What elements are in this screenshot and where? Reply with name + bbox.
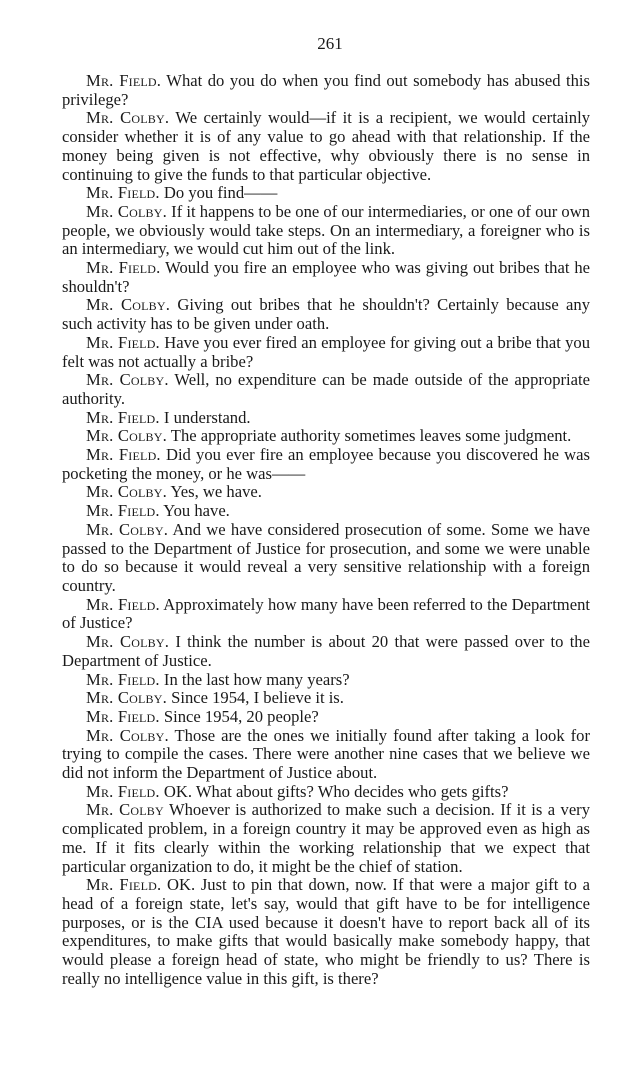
transcript-paragraph bbox=[62, 671, 590, 690]
paragraph-text: OK. What about gifts? Who decides who gets gifts? bbox=[159, 781, 509, 801]
speaker-label: Mr. Colby. bbox=[86, 370, 169, 390]
paragraph-text: Whoever is authorized to make such a decision. If it is a very complicated problem, in a foreign country it may be approved even as high as me. If it fits clearly within the working relationship that we expect that particular organization to do, it might be the chief of station. bbox=[62, 800, 591, 876]
paragraph-text: Well, no expenditure can be made outside of the appropriate authority. bbox=[62, 370, 590, 408]
transcript-paragraph bbox=[62, 334, 590, 371]
transcript-paragraph bbox=[62, 72, 590, 109]
transcript-paragraph bbox=[62, 801, 590, 876]
paragraph-text: Would you fire an employee who was giving out bribes that he shouldn't? bbox=[62, 258, 590, 296]
speaker-label: Mr. Field. bbox=[86, 501, 160, 521]
paragraph-text: The appropriate authority sometimes leaves some judgment. bbox=[166, 426, 572, 446]
paragraph-text: Yes, we have. bbox=[166, 482, 262, 502]
paragraph-text: Those are the ones we initially found after taking a look for trying to compile the cases. There were another nine cases that we believe we did not inform the Department of Justice about. bbox=[62, 725, 590, 783]
paragraph-text: In the last how many years? bbox=[159, 669, 350, 689]
speaker-label: Mr. Colby. bbox=[86, 632, 170, 652]
transcript-paragraph bbox=[62, 727, 590, 783]
transcript-paragraph bbox=[62, 689, 590, 708]
speaker-label: Mr. Field. bbox=[86, 669, 160, 689]
speaker-label: Mr. Field. bbox=[86, 183, 160, 203]
transcript-paragraph bbox=[62, 483, 590, 502]
transcript-paragraph bbox=[62, 783, 590, 802]
speaker-label: Mr. Colby. bbox=[86, 482, 167, 502]
transcript-paragraph bbox=[62, 203, 590, 259]
speaker-label: Mr. Field. bbox=[86, 71, 162, 90]
transcript-paragraph bbox=[62, 708, 590, 727]
speaker-label: Mr. Field. bbox=[86, 445, 161, 465]
transcript-paragraph bbox=[62, 296, 590, 333]
transcript-paragraph bbox=[62, 446, 590, 483]
speaker-label: Mr. Field. bbox=[86, 875, 162, 895]
paragraph-text: What do you do when you find out somebody has abused this privilege? bbox=[62, 71, 590, 109]
speaker-label: Mr. Field. bbox=[86, 332, 160, 352]
paragraph-text: Have you ever fired an employee for giving out a bribe that you felt was not actually a bribe? bbox=[62, 332, 590, 371]
paragraph-text: Since 1954, 20 people? bbox=[159, 706, 319, 726]
speaker-label: Mr. Field. bbox=[86, 781, 160, 801]
paragraph-text: I understand. bbox=[159, 407, 251, 427]
paragraph-text: Did you ever fire an employee because you discovered he was pocketing the money, or he was—— bbox=[62, 445, 590, 483]
transcript-paragraph bbox=[62, 184, 590, 203]
speaker-label: Mr. Field. bbox=[86, 407, 160, 427]
transcript-paragraph bbox=[62, 502, 590, 521]
transcript-paragraph bbox=[62, 409, 590, 428]
speaker-label: Mr. Colby bbox=[86, 800, 164, 820]
paragraph-text: Approximately how many have been referred to the Department of Justice? bbox=[62, 594, 590, 633]
speaker-label: Mr. Colby. bbox=[86, 688, 167, 708]
speaker-label: Mr. Colby. bbox=[86, 201, 167, 221]
transcript-paragraph bbox=[62, 876, 590, 988]
transcript-paragraph bbox=[62, 109, 590, 184]
speaker-label: Mr. Colby. bbox=[86, 108, 170, 128]
paragraph-text: Since 1954, I believe it is. bbox=[166, 688, 344, 708]
transcript-paragraph bbox=[62, 521, 590, 596]
paragraph-text: Do you find—— bbox=[159, 183, 278, 203]
speaker-label: Mr. Field. bbox=[86, 594, 160, 614]
speaker-label: Mr. Field. bbox=[86, 706, 160, 726]
paragraph-text: OK. Just to pin that down, now. If that were a major gift to a head of a foreign state, let's say, would that gift have to be for intelligence purposes, or is the CIA used because it doesn't have to report back all of its expenditures, to make gifts that would basically make somebody happy, that would please a foreign head of state, who might be friendly to us? There is really no intelligence value in this gift, is there? bbox=[62, 875, 590, 988]
page-number: 261 bbox=[317, 34, 343, 53]
paragraph-text: If it happens to be one of our intermediaries, or one of our own people, we obviously would take steps. On an intermediary, a foreigner who is an intermediary, we would cut him out of the link. bbox=[62, 201, 590, 259]
transcript-body bbox=[62, 72, 590, 988]
paragraph-text: We certainly would—if it is a recipient, we would certainly consider whether it is of any value to go ahead with that relationship. If the money being given is not effective, why obviously there is no sense in continuing to give the funds to that particular objective. bbox=[62, 108, 590, 184]
paragraph-text: I think the number is about 20 that were passed over to the Department of Justice. bbox=[62, 632, 590, 670]
transcript-paragraph bbox=[62, 596, 590, 633]
speaker-label: Mr. Colby. bbox=[86, 519, 169, 539]
speaker-label: Mr. Colby. bbox=[86, 725, 169, 745]
paragraph-text: You have. bbox=[159, 501, 230, 521]
speaker-label: Mr. Field. bbox=[86, 258, 161, 278]
speaker-label: Mr. Colby. bbox=[86, 295, 171, 315]
transcript-paragraph bbox=[62, 427, 590, 446]
transcript-paragraph bbox=[62, 371, 590, 408]
transcript-paragraph bbox=[62, 259, 590, 296]
document-page bbox=[62, 34, 590, 988]
paragraph-text: Giving out bribes that he shouldn't? Certainly because any such activity has to be given under oath. bbox=[62, 295, 590, 334]
speaker-label: Mr. Colby. bbox=[86, 426, 167, 446]
transcript-paragraph bbox=[62, 633, 590, 670]
paragraph-text: And we have considered prosecution of some. Some we have passed to the Department of Justice for prosecution, and some we were unable to do so because it would reveal a very sensitive relationship with a foreign country. bbox=[62, 519, 590, 595]
